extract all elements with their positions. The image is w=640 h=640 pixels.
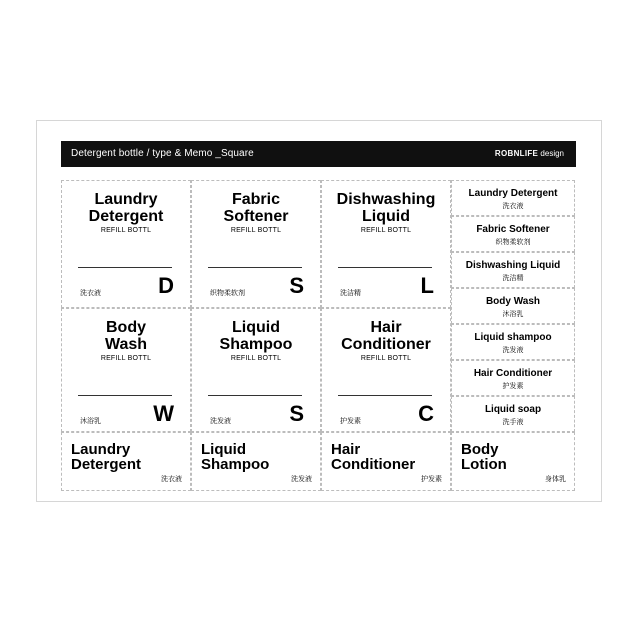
brand-name: ROBNLIFE (494, 149, 539, 158)
label-subtitle: REFILL BOTTL (230, 227, 282, 234)
label-letter: C (418, 401, 434, 426)
small-label-name: Hair Conditioner (473, 368, 553, 379)
bottom-label-name: Liquid Shampoo (201, 441, 270, 473)
brand-logo (495, 149, 564, 158)
label-chinese: 洗发液 (210, 418, 231, 425)
small-label-chinese: 洗洁精 (502, 275, 524, 282)
label-chinese: 织物柔软剂 (210, 290, 245, 297)
small-label-laundry-detergent (451, 180, 575, 216)
small-label-chinese: 沐浴乳 (502, 311, 524, 318)
label-chinese: 洗洁精 (340, 290, 361, 297)
big-label-fabric-softener (191, 180, 321, 308)
big-label-liquid-shampoo (191, 308, 321, 432)
write-line (78, 267, 172, 268)
label-name: Hair Conditioner (341, 319, 431, 353)
bottom-label-name: Laundry Detergent (71, 441, 142, 473)
sheet-header (61, 141, 576, 167)
label-letter: S (289, 273, 304, 298)
small-label-dishwashing-liquid (451, 252, 575, 288)
write-line (78, 395, 172, 396)
bottom-label-hair-conditioner (321, 432, 451, 491)
small-label-chinese: 洗手液 (502, 419, 524, 426)
bottom-label-body-lotion (451, 432, 575, 491)
label-letter: S (289, 401, 304, 426)
small-label-fabric-softener (451, 216, 575, 252)
label-subtitle: REFILL BOTTL (230, 355, 282, 362)
small-label-name: Laundry Detergent (468, 188, 558, 199)
small-label-name: Body Wash (485, 296, 541, 307)
bottom-label-chinese: 护发素 (421, 476, 442, 483)
label-chinese: 护发素 (340, 418, 361, 425)
label-name: Fabric Softener (223, 191, 289, 225)
brand-suffix: design (538, 149, 564, 158)
small-label-name: Liquid shampoo (474, 332, 552, 343)
small-label-name: Fabric Softener (476, 224, 550, 235)
small-label-chinese: 洗发液 (502, 347, 524, 354)
write-line (338, 395, 432, 396)
bottom-label-laundry-detergent (61, 432, 191, 491)
small-label-chinese: 护发素 (502, 383, 524, 390)
label-chinese: 沐浴乳 (80, 418, 101, 425)
bottom-label-chinese: 身体乳 (545, 476, 566, 483)
label-subtitle: REFILL BOTTL (100, 227, 152, 234)
small-label-liquid-shampoo (451, 324, 575, 360)
big-label-body-wash (61, 308, 191, 432)
bottom-label-chinese: 洗衣液 (161, 476, 182, 483)
label-sheet (36, 120, 602, 502)
small-label-liquid-soap (451, 396, 575, 432)
bottom-label-chinese: 洗发液 (291, 476, 312, 483)
sheet-title: Detergent bottle / type & Memo _Square (71, 148, 254, 159)
label-name: Laundry Detergent (88, 191, 164, 225)
big-label-dishwashing-liquid (321, 180, 451, 308)
small-label-chinese: 织物柔软剂 (495, 239, 531, 246)
small-label-body-wash (451, 288, 575, 324)
label-subtitle: REFILL BOTTL (360, 355, 412, 362)
label-letter: D (158, 273, 174, 298)
label-subtitle: REFILL BOTTL (360, 227, 412, 234)
write-line (208, 395, 302, 396)
label-name: Dishwashing Liquid (336, 191, 436, 225)
small-label-hair-conditioner (451, 360, 575, 396)
label-letter: L (420, 273, 434, 298)
bottom-label-name: Body Lotion (461, 441, 507, 473)
label-name: Body Wash (104, 319, 148, 353)
big-label-hair-conditioner (321, 308, 451, 432)
big-label-laundry-detergent (61, 180, 191, 308)
label-name: Liquid Shampoo (219, 319, 293, 353)
write-line (338, 267, 432, 268)
write-line (208, 267, 302, 268)
small-label-chinese: 洗衣液 (502, 203, 524, 210)
small-label-name: Dishwashing Liquid (465, 260, 561, 271)
label-chinese: 洗衣液 (80, 290, 101, 297)
label-subtitle: REFILL BOTTL (100, 355, 152, 362)
bottom-label-liquid-shampoo (191, 432, 321, 491)
small-label-name: Liquid soap (484, 404, 542, 415)
label-letter: W (153, 401, 174, 426)
bottom-label-name: Hair Conditioner (331, 441, 416, 473)
